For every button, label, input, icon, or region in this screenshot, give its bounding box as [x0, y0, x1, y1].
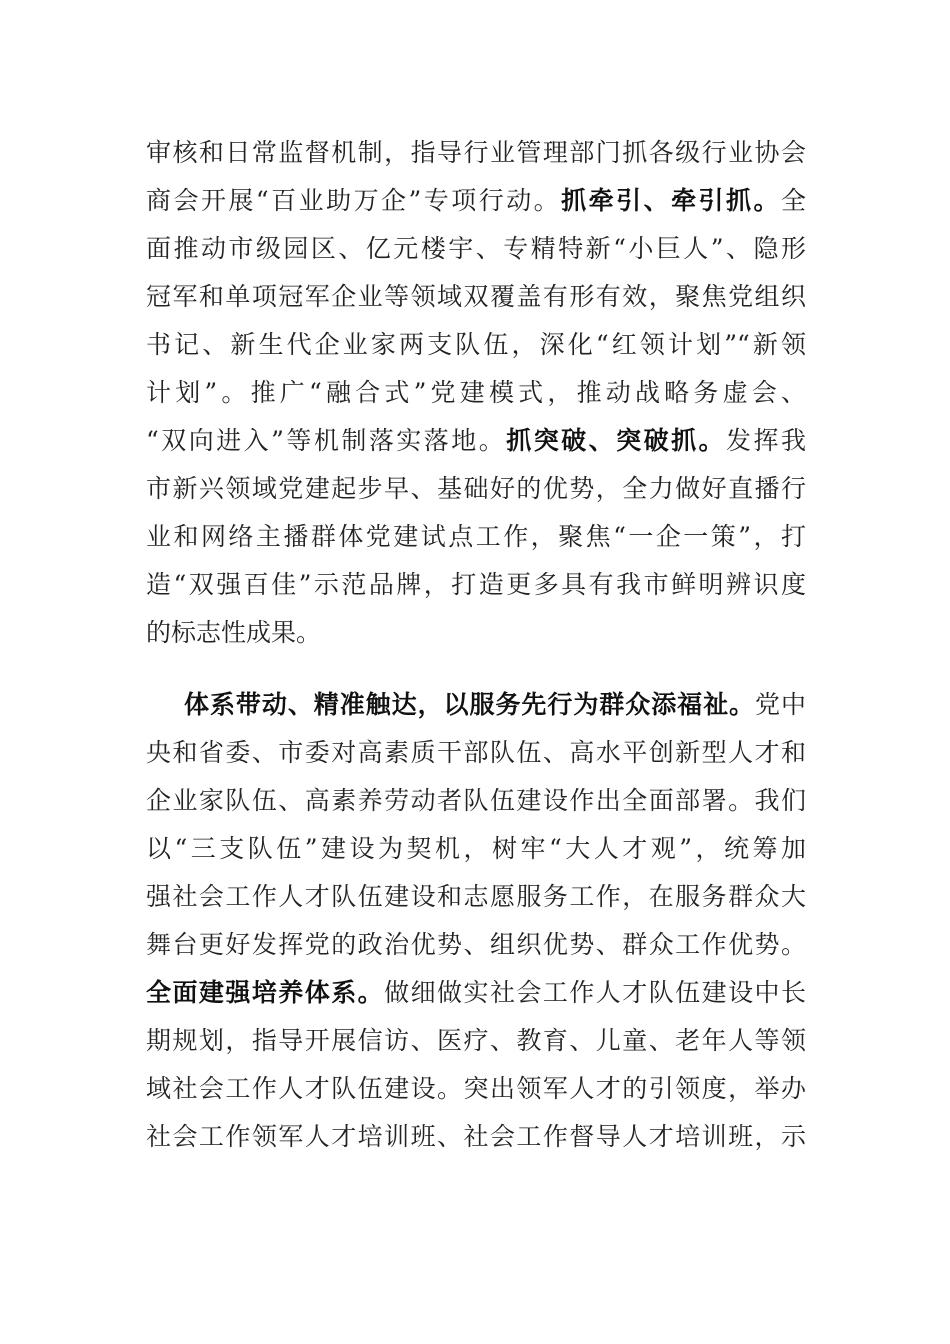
paragraph-1-line-1: 审核和日常监督机制，指导行业管理部门抓各级行业协会	[146, 138, 806, 167]
paragraph-2-line-7	[146, 969, 806, 1017]
paragraph-2-line-1	[184, 681, 806, 729]
paragraph-2-line-4: 以“三支队伍”建设为契机，树牢“大人才观”，统筹加	[146, 834, 806, 863]
text-run: 发挥我	[726, 426, 806, 455]
paragraph-2-line-6: 舞台更好发挥党的政治优势、组织优势、群众工作优势。	[146, 930, 806, 959]
paragraph-2-line-8: 期规划，指导开展信访、医疗、教育、儿童、老年人等领	[146, 1026, 806, 1055]
paragraph-1-line-5: 书记、新生代企业家两支队伍，深化“红领计划”“新领	[146, 330, 806, 359]
paragraph-2-line-2: 央和省委、市委对高素质干部队伍、高水平创新型人才和	[146, 738, 806, 767]
paragraph-2-line-10: 社会工作领军人才培训班、社会工作督导人才培训班，示	[146, 1122, 806, 1151]
paragraph-1-line-9: 业和网络主播群体党建试点工作，聚焦“一企一策”，打	[146, 522, 806, 551]
paragraph-2-line-3: 企业家队伍、高素养劳动者队伍建设作出全面部署。我们	[146, 786, 806, 815]
bold-section-heading: 体系带动、精准触达，以服务先行为群众添福祉。	[184, 690, 756, 719]
bold-heading-breakthrough: 抓突破、突破抓。	[506, 426, 727, 455]
paragraph-1-line-3: 面推动市级园区、亿元楼宇、专精特新“小巨人”、隐形	[146, 234, 806, 263]
paragraph-1-line-2	[146, 177, 806, 225]
text-run: 党中	[755, 690, 806, 719]
paragraph-1-line-7	[146, 417, 806, 465]
paragraph-1-line-8: 市新兴领域党建起步早、基础好的优势，全力做好直播行	[146, 474, 806, 503]
paragraph-1-line-11: 的标志性成果。	[146, 618, 322, 647]
paragraph-1-line-6: 计划”。推广“融合式”党建模式，推动战略务虚会、	[146, 378, 806, 407]
bold-heading-training-system: 全面建强培养体系。	[146, 978, 385, 1007]
paragraph-1-line-4: 冠军和单项冠军企业等领域双覆盖有形有效，聚焦党组织	[146, 282, 806, 311]
paragraph-2-line-5: 强社会工作人才队伍建设和志愿服务工作，在服务群众大	[146, 882, 806, 911]
paragraph-2-line-9: 域社会工作人才队伍建设。突出领军人才的引领度，举办	[146, 1074, 806, 1103]
text-run: 全	[780, 186, 806, 215]
text-run: 做细做实社会工作人才队伍建设中长	[384, 978, 806, 1007]
text-run: 商会开展“百业助万企”专项行动。	[146, 186, 562, 215]
text-run: “双向进入”等机制落实落地。	[146, 426, 507, 455]
paragraph-1-line-10: 造“双强百佳”示范品牌，打造更多具有我市鲜明辨识度	[146, 570, 806, 599]
bold-heading-pull-drive: 抓牵引、牵引抓。	[561, 186, 781, 215]
